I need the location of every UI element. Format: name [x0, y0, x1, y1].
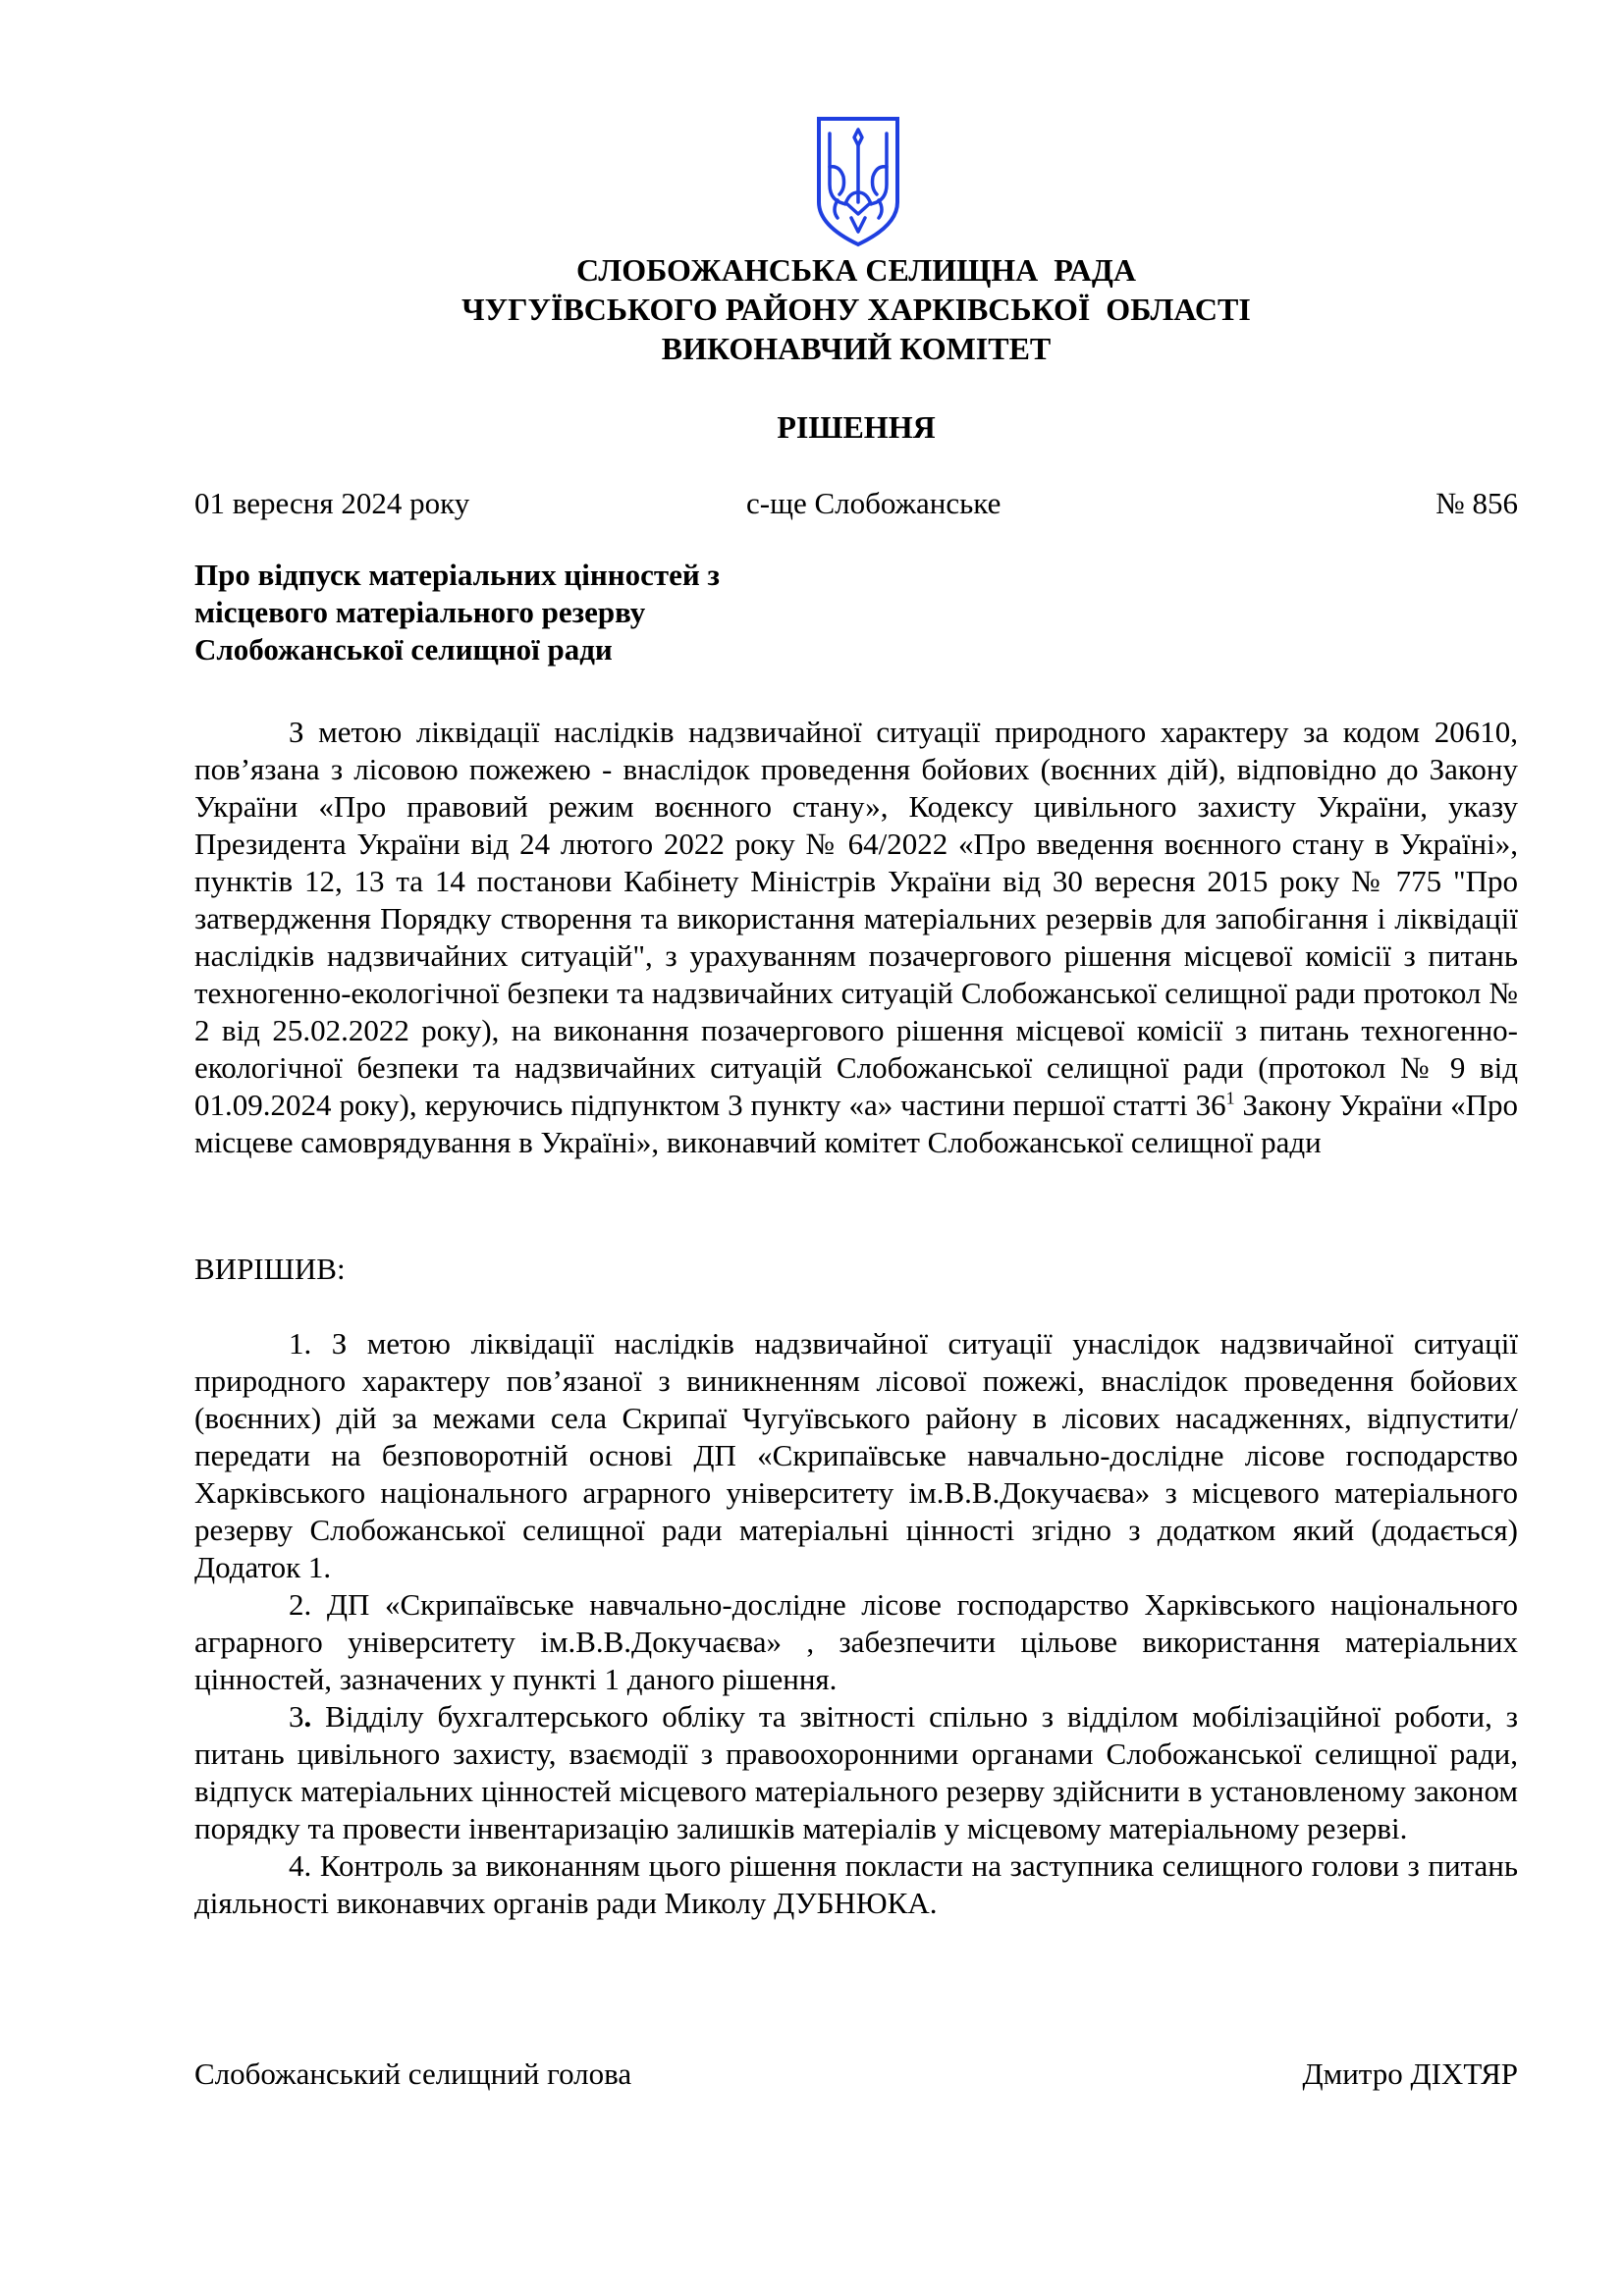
subject-line: Про відпуск матеріальних цінностей з — [194, 558, 720, 592]
decision-item — [194, 1698, 1518, 1847]
decision-item — [194, 1586, 1518, 1698]
decision-number: 3 — [289, 1699, 304, 1734]
decisions-list — [194, 1325, 1518, 1922]
preamble-text-tail: Закону України «Про місцеве самоврядування в Україні», виконавчий комітет Слобожанської селищної ради — [194, 1088, 1518, 1159]
trident-coat-of-arms-icon — [816, 116, 900, 247]
header-line-region: ЧУГУЇВСЬКОГО РАЙОНУ ХАРКІВСЬКОЇ ОБЛАСТІ — [461, 292, 1251, 327]
decision-number: 4. — [289, 1848, 312, 1883]
signatory-name: Дмитро ДІХТЯР — [1302, 2056, 1518, 2091]
document-number: № 856 — [1435, 486, 1518, 520]
decision-text: З метою ліквідації наслідків надзвичайної ситуації унаслідок надзвичайної ситуації природного характеру пов’язаної з виникненням лісової пожежі, внаслідок проведення бойових (воєнних) дій за межами села Скрипаї Чугуївського району в лісових насадженнях, відпустити/передати на безповоротній основі ДП «Скрипаївське навчально-дослідне лісове господарство Харківського національного аграрного університету ім.В.В.Докучаєва» з місцевого матеріального резерву Слобожанської селищної ради матеріальні цінності згідно з додатком який (додається) Додаток 1. — [194, 1326, 1518, 1584]
decision-item — [194, 1325, 1518, 1586]
preamble-text — [194, 714, 1518, 1161]
preamble-text-main: З метою ліквідації наслідків надзвичайної ситуації природного характеру за кодом 20610, пов’язана з лісовою пожежею - внаслідок проведення бойових (воєнних дій), відповідно до Закону України «Про правовий режим воєнного стану», Кодексу цивільного захисту України, указу Президента України від 24 лютого 2022 року № 64/2022 «Про введення воєнного стану в Україні», пунктів 12, 13 та 14 постанови Кабінету Міністрів України від 30 вересня 2015 року № 775 "Про затвердження Порядку створення та використання матеріальних резервів для запобігання і ліквідації наслідків надзвичайних ситуацій", з урахуванням позачергового рішення місцевої комісії з питань техногенно-екологічної безпеки та надзвичайних ситуацій Слобожанської селищної ради протокол № 2 від 25.02.2022 року), на виконання позачергового рішення місцевої комісії з питань техногенно-екологічної безпеки та надзвичайних ситуацій Слобожанської селищної ради (протокол № 9 від 01.09.2024 року), керуючись підпунктом 3 пункту «а» частини першої статті 36 — [194, 715, 1518, 1122]
signatory-title: Слобожанський селищний голова — [194, 2056, 632, 2091]
decision-item — [194, 1847, 1518, 1922]
document-date: 01 вересня 2024 року — [194, 486, 470, 520]
document-place: с-ще Слобожанське — [746, 486, 1001, 520]
decision-text: Відділу бухгалтерського обліку та звітності спільно з відділом мобілізаційної роботи, з питань цивільного захисту, взаємодії з правоохоронними органами Слобожанської селищної ради, відпуск матеріальних цінностей місцевого матеріального резерву здійснити в установленому законом порядку та провести інвентаризацію залишків матеріалів у місцевому матеріальному резерві. — [194, 1699, 1518, 1845]
decision-text: Контроль за виконанням цього рішення покласти на заступника селищного голови з питань діяльності виконавчих органів ради Миколу ДУБНЮКА. — [194, 1848, 1518, 1920]
decision-number: 1. — [289, 1326, 312, 1361]
article-superscript: 1 — [1225, 1088, 1235, 1108]
decision-text: ДП «Скрипаївське навчально-дослідне лісове господарство Харківського національного аграрного університету ім.В.В.Докучаєва» , забезпечити цільове використання матеріальних цінностей, зазначених у пункті 1 даного рішення. — [194, 1587, 1518, 1696]
resolve-label: ВИРІШИВ: — [194, 1252, 346, 1286]
document-subject — [194, 557, 882, 668]
decision-number-dot: . — [303, 1699, 312, 1734]
decision-number: 2. — [289, 1587, 312, 1622]
header-line-council: СЛОБОЖАНСЬКА СЕЛИЩНА РАДА — [576, 252, 1136, 288]
signature-row — [194, 2055, 1518, 2094]
subject-line: місцевого матеріального резерву — [194, 595, 646, 629]
preamble-paragraph — [194, 714, 1518, 1161]
document-type-title: РІШЕННЯ — [777, 409, 936, 445]
subject-line: Слобожанської селищної ради — [194, 632, 613, 667]
header-line-committee: ВИКОНАВЧИЙ КОМІТЕТ — [661, 331, 1052, 366]
council-header — [194, 250, 1518, 368]
document-meta-row — [194, 484, 1518, 523]
